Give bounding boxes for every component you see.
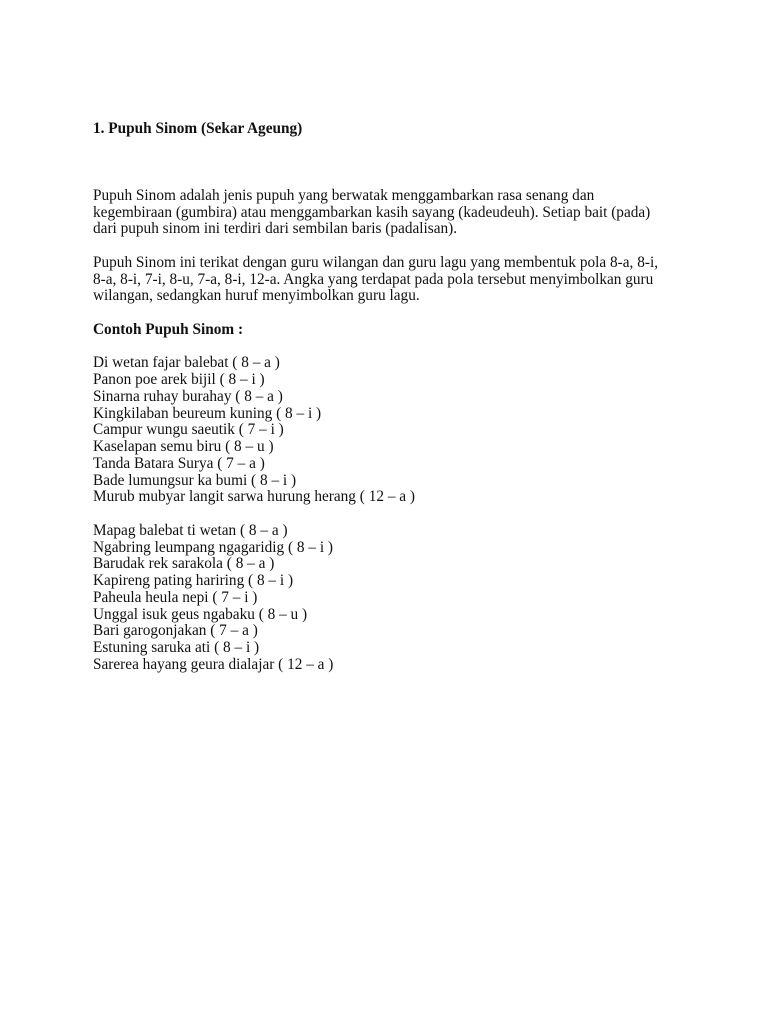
poem-line: Kingkilaban beureum kuning ( 8 – i ): [93, 404, 322, 422]
poem-line: Mapag balebat ti wetan ( 8 – a ): [93, 521, 288, 539]
paragraph-description: [93, 188, 693, 238]
spacer: [93, 339, 693, 356]
spacer: [93, 138, 693, 188]
poem-line: Kapireng pating hariring ( 8 – i ): [93, 572, 294, 589]
poem-line: Barudak rek sarakola ( 8 – a ): [93, 555, 275, 573]
poem-line: Murub mubyar langit sarwa hurung herang ( 12 – a ): [93, 488, 415, 506]
poem-line: Ngabring leumpang ngagaridig ( 8 – i ): [93, 538, 334, 556]
spacer: [93, 238, 693, 255]
example-heading: Contoh Pupuh Sinom :: [93, 320, 244, 338]
poem-line: Unggal isuk geus ngabaku ( 8 – u ): [93, 605, 308, 623]
poem-line: Sinarna ruhay burahay ( 8 – a ): [93, 387, 283, 405]
poem-line: Estuning saruka ati ( 8 – i ): [93, 639, 260, 656]
stanza-2: [93, 523, 693, 674]
poem-line: Campur wungu saeutik ( 7 – i ): [93, 421, 284, 439]
document-title: 1. Pupuh Sinom (Sekar Ageung): [93, 120, 303, 137]
paragraph-line: 8-a, 8-i, 7-i, 8-u, 7-a, 8-i, 12-a. Angka yang terdapat pada pola tersebut menyimbolkan guru: [93, 270, 654, 288]
poem-line: Kaselapan semu biru ( 8 – u ): [93, 438, 274, 455]
poem-line: Bari garogonjakan ( 7 – a ): [93, 622, 258, 640]
paragraph-pattern: [93, 255, 693, 305]
poem-line: Bade lumungsur ka bumi ( 8 – i ): [93, 471, 297, 489]
poem-line: Panon poe arek bijil ( 8 – i ): [93, 371, 265, 388]
paragraph-line: wilangan, sedangkan huruf menyimbolkan guru lagu.: [93, 287, 420, 305]
spacer: [93, 305, 693, 322]
paragraph-line: Pupuh Sinom adalah jenis pupuh yang berwatak menggambarkan rasa senang dan: [93, 186, 595, 204]
poem-line: Paheula heula nepi ( 7 – i ): [93, 588, 258, 606]
stanza-1: [93, 355, 693, 506]
paragraph-line: Pupuh Sinom ini terikat dengan guru wilangan dan guru lagu yang membentuk pola 8-a, 8-i,: [93, 253, 659, 271]
document-content: [93, 121, 693, 674]
spacer: [93, 506, 693, 523]
paragraph-line: dari pupuh sinom ini terdiri dari sembilan baris (padalisan).: [93, 220, 458, 238]
poem-line: Sarerea hayang geura dialajar ( 12 – a ): [93, 655, 334, 673]
poem-line: Di wetan fajar balebat ( 8 – a ): [93, 354, 280, 372]
paragraph-line: kegembiraan (gumbira) atau menggambarkan kasih sayang (kadeudeuh). Setiap bait (pada): [93, 203, 651, 221]
poem-line: Tanda Batara Surya ( 7 – a ): [93, 454, 265, 472]
